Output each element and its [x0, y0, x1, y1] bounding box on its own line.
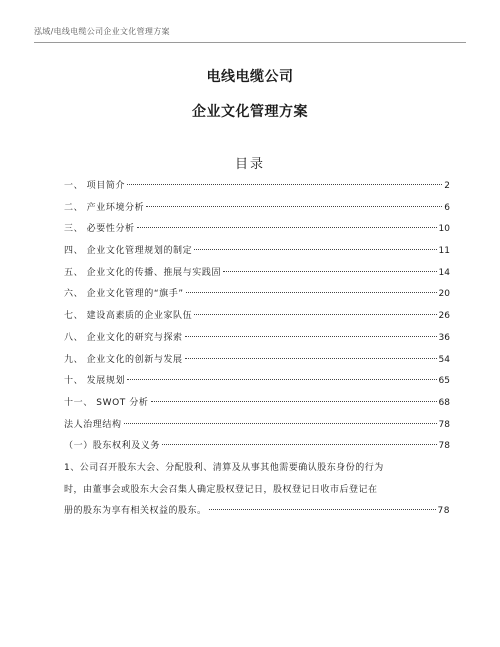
- dot-leader: [137, 227, 437, 228]
- toc-entry-page: 68: [438, 397, 450, 408]
- toc-entry-label: 五、 企业文化的传播、推展与实践固: [64, 267, 222, 278]
- toc-entry[interactable]: [64, 219, 450, 241]
- toc-entry-label: 法人治理结构: [64, 419, 122, 430]
- toc-entry[interactable]: [64, 328, 450, 350]
- document-subtitle: 企业文化管理方案: [192, 104, 308, 120]
- document-title: 电线电缆公司: [206, 69, 294, 85]
- toc-entry[interactable]: [64, 241, 450, 263]
- dot-leader: [162, 444, 437, 445]
- header-divider: [34, 42, 466, 43]
- toc-entry-page: 65: [438, 376, 450, 387]
- toc-entry[interactable]: [64, 198, 450, 220]
- toc-entry-page: 36: [438, 332, 450, 343]
- toc-paragraph-line: 1、公司召开股东大会、分配股利、清算及从事其他需要确认股东身份的行为: [64, 462, 384, 473]
- dot-leader: [209, 509, 436, 510]
- dot-leader: [127, 379, 436, 380]
- toc-entry[interactable]: [64, 393, 450, 415]
- toc-entry[interactable]: [64, 436, 450, 458]
- toc-entry-page: 54: [438, 354, 450, 365]
- toc-entry-page: 20: [438, 289, 450, 300]
- toc-entry-paragraph[interactable]: [64, 458, 450, 523]
- toc-entry[interactable]: [64, 350, 450, 372]
- toc-entry-page: 10: [438, 224, 450, 235]
- dot-leader: [194, 249, 436, 250]
- dot-leader: [124, 423, 437, 424]
- toc-entry-label: 六、 企业文化管理的“旗手”: [64, 289, 184, 300]
- table-of-contents: [64, 176, 450, 523]
- toc-entry-label: 四、 企业文化管理规划的制定: [64, 246, 193, 257]
- toc-entry-page: 6: [444, 202, 450, 213]
- toc-entry-page: 2: [444, 181, 450, 191]
- toc-entry-label: 一、 项目简介: [64, 181, 126, 191]
- toc-entry-label: 十一、 SWOT 分析: [64, 397, 149, 408]
- toc-entry-label: 十、 发展规划: [64, 376, 126, 387]
- toc-entry-page: 78: [438, 419, 450, 430]
- toc-entry-label: 三、 必要性分析: [64, 224, 135, 235]
- toc-entry-page: 14: [438, 267, 450, 278]
- toc-entry[interactable]: [64, 306, 450, 328]
- toc-entry[interactable]: [64, 371, 450, 393]
- toc-entry[interactable]: [64, 284, 450, 306]
- dot-leader: [223, 271, 436, 272]
- toc-entry-page: 11: [438, 246, 450, 257]
- toc-paragraph-line: 册的股东为享有相关权益的股东。: [64, 506, 207, 517]
- dot-leader: [186, 292, 437, 293]
- toc-entry-page: 26: [438, 311, 450, 322]
- toc-entry-page: 78: [437, 506, 450, 517]
- toc-entry-label: 八、 企业文化的研究与探索: [64, 332, 183, 343]
- toc-entry[interactable]: [64, 176, 450, 198]
- running-header: 泓域/电线电缆公司企业文化管理方案: [34, 27, 170, 36]
- toc-entry-label: （一）股东权利及义务: [64, 441, 161, 452]
- toc-entry[interactable]: [64, 263, 450, 285]
- toc-entry-label: 二、 产业环境分析: [64, 202, 145, 213]
- dot-leader: [185, 336, 437, 337]
- toc-entry-label: 七、 建设高素质的企业家队伍: [64, 311, 193, 322]
- toc-paragraph-line: 时，由董事会或股东大会召集人确定股权登记日，股权登记日收市后登记在: [64, 484, 378, 495]
- toc-entry-page: 78: [438, 441, 450, 452]
- toc-entry[interactable]: [64, 415, 450, 437]
- dot-leader: [194, 314, 436, 315]
- dot-leader: [151, 401, 437, 402]
- dot-leader: [127, 184, 442, 185]
- dot-leader: [185, 358, 437, 359]
- toc-entry-label: 九、 企业文化的创新与发展: [64, 354, 183, 365]
- toc-heading: 目录: [234, 157, 265, 172]
- dot-leader: [146, 206, 442, 207]
